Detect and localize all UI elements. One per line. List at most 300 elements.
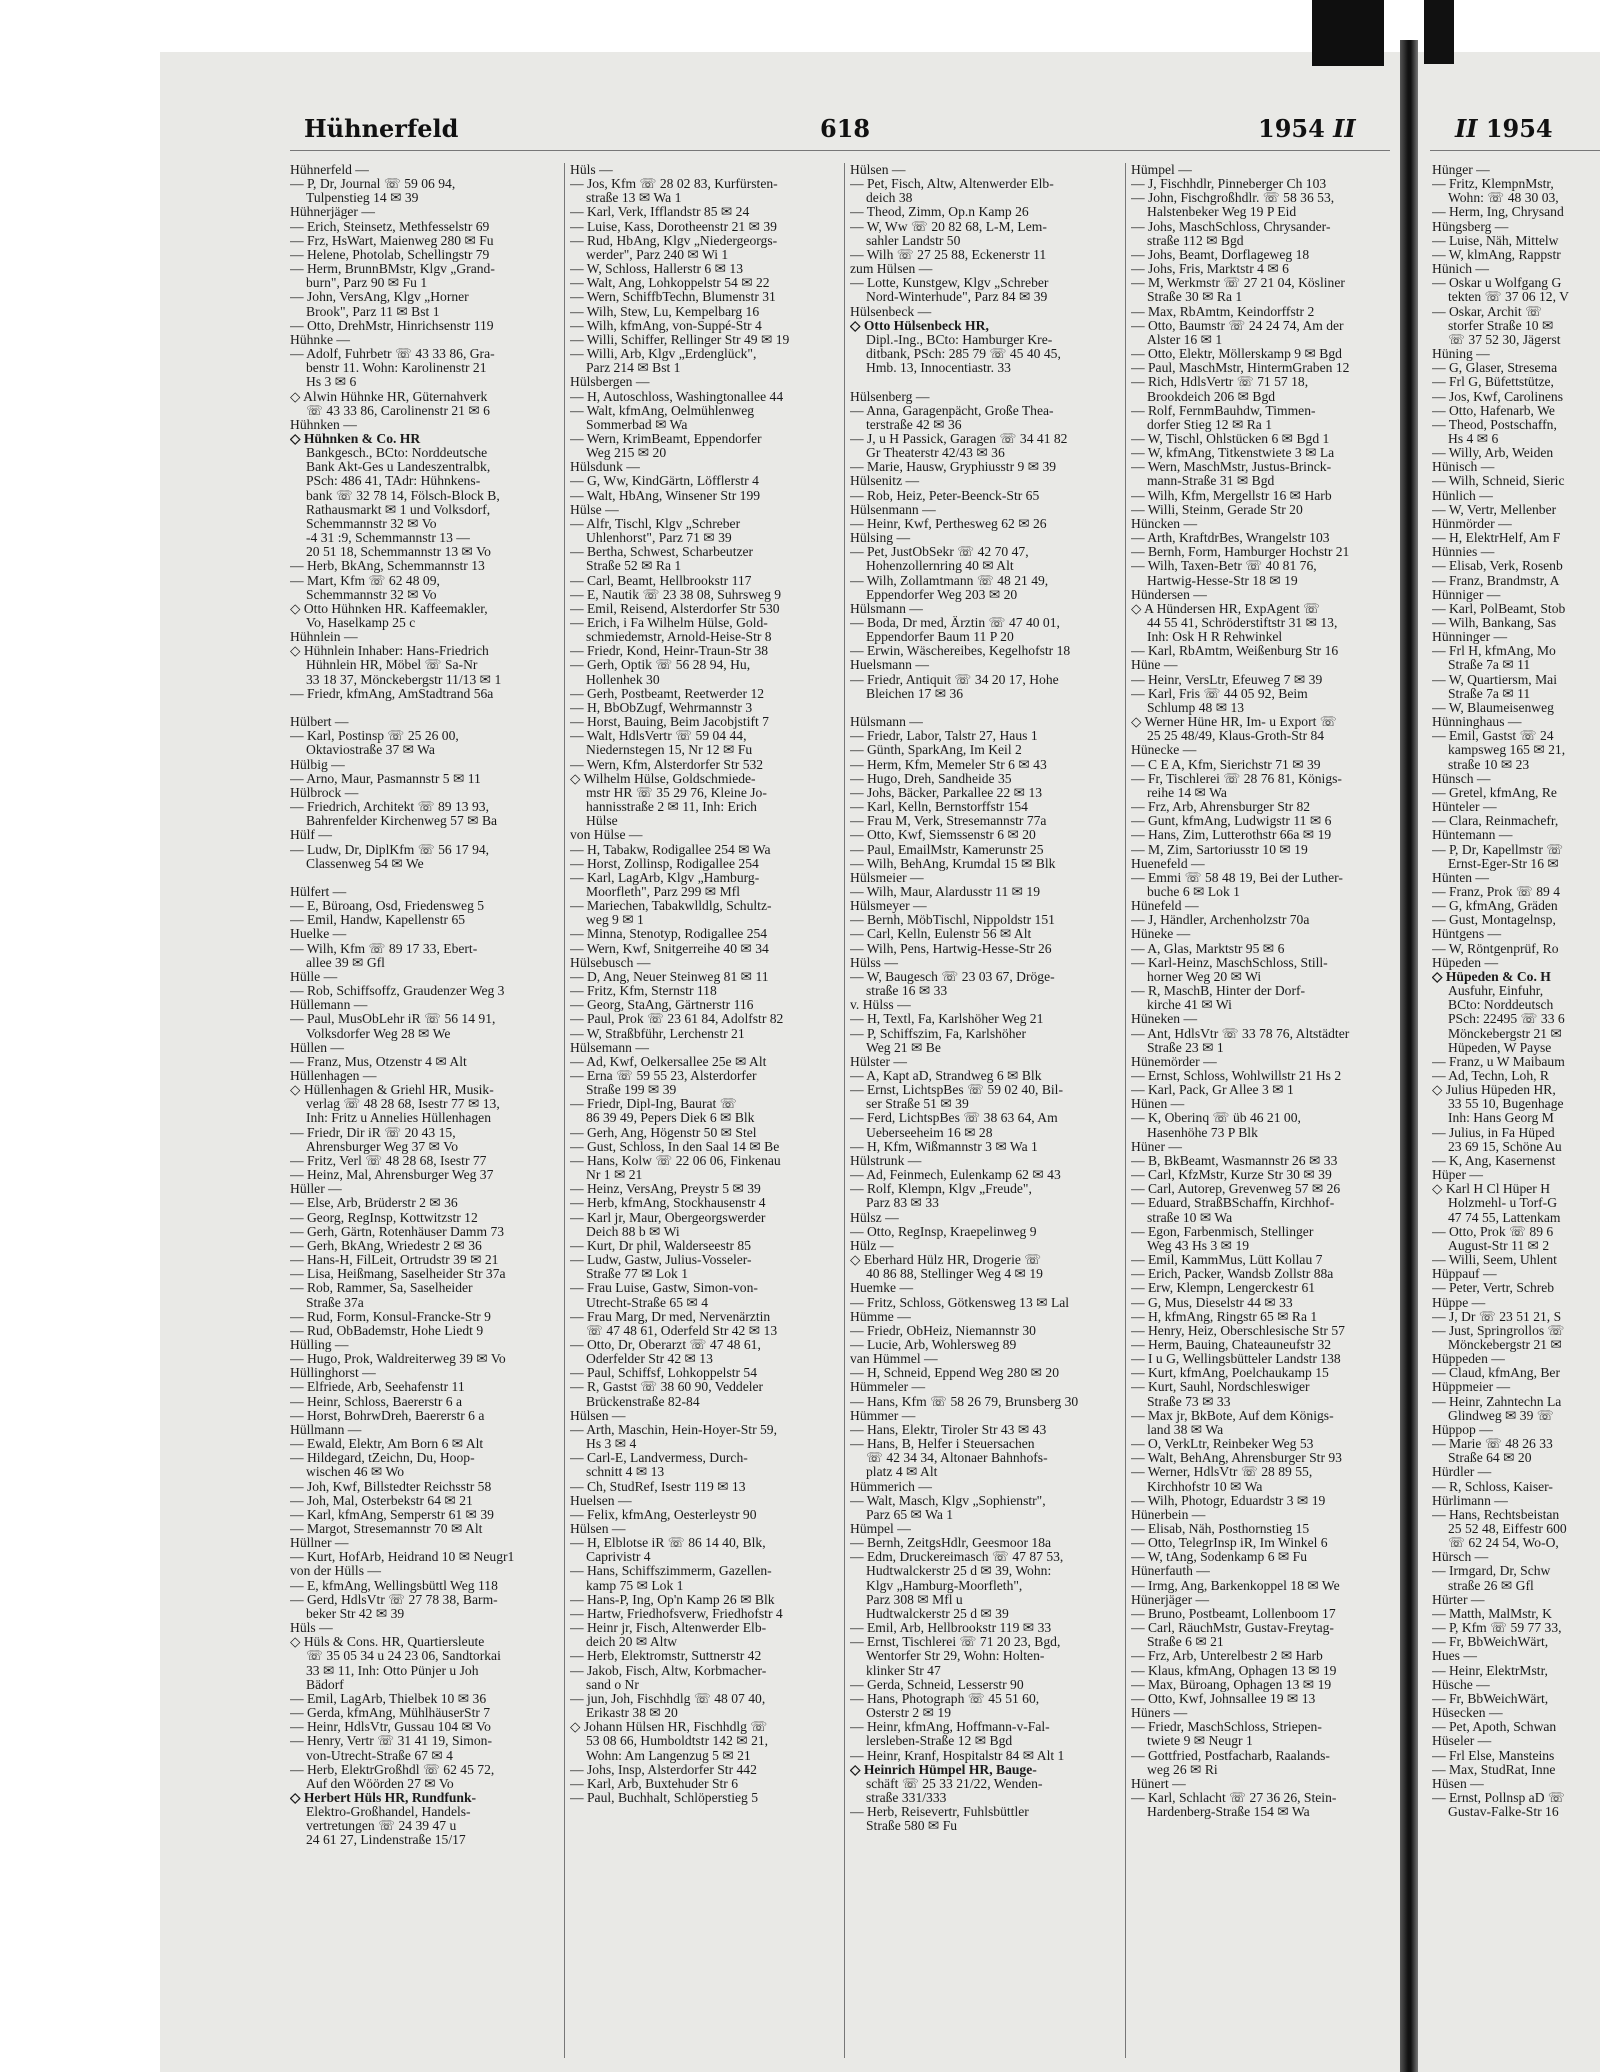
directory-entry-line: Hühnerfeld —	[290, 163, 369, 177]
directory-entry-line: — Elisab, Verk, Rosenb	[1432, 559, 1563, 574]
directory-entry-line: — Johs, Bäcker, Parkallee 22 ✉ 13	[850, 785, 1043, 800]
directory-entry-line: — Elfriede, Arb, Seehafenstr 11	[290, 1380, 465, 1395]
directory-entry-line: Hülling —	[290, 1337, 349, 1352]
directory-entry-line: — W, Blaumeisenweg	[1432, 700, 1554, 715]
directory-entry-line: — Theod, Zimm, Op.n Kamp 26	[850, 205, 1029, 220]
directory-entry-line: BCto: Norddeutsch	[1448, 998, 1554, 1013]
directory-entry-line: — Friedr, Dir iR ☏ 20 43 15,	[290, 1125, 456, 1140]
directory-entry-line: terstraße 42 ✉ 36	[866, 417, 962, 432]
directory-entry-line: — Max, StudRat, Inne	[1432, 1762, 1556, 1777]
directory-entry-line: — Gust, Schloss, In den Saal 14 ✉ Be	[570, 1139, 780, 1154]
directory-entry-line: — Henry, Heiz, Oberschlesische Str 57	[1131, 1323, 1345, 1338]
directory-column-1	[290, 163, 558, 2058]
directory-entry-line: Hüneke —	[1131, 927, 1191, 942]
directory-entry-line: — Erna ☏ 59 55 23, Alsterdorfer	[570, 1069, 757, 1083]
directory-entry-line: — Horst, Zollinsp, Rodigallee 254	[570, 856, 759, 871]
directory-entry-line: Hülsen —	[570, 1522, 626, 1536]
directory-entry-line	[290, 701, 558, 715]
directory-entry-line: Hünmörder —	[1432, 516, 1512, 531]
directory-entry-line: Hünniger —	[1432, 587, 1501, 602]
directory-entry-line: Hüseler —	[1432, 1734, 1492, 1749]
directory-entry-line: Hüntgens —	[1432, 927, 1502, 942]
directory-entry-line: Hülsenmann —	[850, 502, 936, 517]
directory-entry-line: Oderfelder Str 42 ✉ 13	[586, 1352, 713, 1367]
directory-entry-line: — Rich, HdlsVertr ☏ 71 57 18,	[1131, 375, 1309, 390]
directory-entry-line: — Wilh, Stew, Lu, Kempelbarg 16	[570, 304, 760, 319]
directory-entry-line: — Johs, MaschSchloss, Chrysander-	[1131, 219, 1331, 234]
directory-entry-line: weg 9 ✉ 1	[586, 913, 644, 928]
directory-entry-line: buche 6 ✉ Lok 1	[1147, 884, 1240, 899]
directory-entry-line: — Minna, Stenotyp, Rodigallee 254	[570, 927, 768, 942]
directory-entry-line: Hüppe —	[1432, 1295, 1486, 1310]
directory-entry-line: — W, Schloss, Hallerstr 6 ✉ 13	[570, 262, 744, 277]
directory-entry-line: — Emil, KammMus, Lütt Kollau 7	[1131, 1253, 1323, 1268]
directory-entry-line: Hünecke —	[1131, 743, 1197, 758]
directory-entry-line: Inh: Fritz u Annelies Hüllenhagen	[306, 1111, 491, 1126]
directory-entry-line: — R, Gastst ☏ 38 60 90, Veddeler	[570, 1380, 764, 1395]
directory-entry-line: Bleichen 17 ✉ 36	[866, 686, 964, 701]
directory-entry-line: — Joh, Mal, Osterbekstr 64 ✉ 21	[290, 1493, 473, 1508]
directory-entry-line: Hüner —	[1131, 1139, 1182, 1154]
directory-entry-line: Mönckebergstr 21 ✉	[1448, 1337, 1562, 1352]
directory-entry-line: Eppendorfer Baum 11 P 20	[866, 630, 1014, 645]
directory-entry-line: — Rud, ObBademstr, Hohe Liedt 9	[290, 1323, 484, 1338]
directory-entry-line: Hünemörder —	[1131, 1054, 1217, 1069]
directory-entry-line: — Egon, Farbenmisch, Stellinger	[1131, 1224, 1314, 1239]
directory-entry-line: Hünerfauth —	[1131, 1564, 1210, 1579]
directory-entry-line: Eppendorfer Weg 203 ✉ 20	[866, 587, 1018, 602]
directory-entry-line: Straße 6 ✉ 21	[1147, 1635, 1224, 1650]
directory-entry-line: straße 13 ✉ Wa 1	[586, 191, 682, 206]
directory-entry-line: Hünefeld —	[1131, 899, 1199, 914]
directory-entry-line: — G, Ww, KindGärtn, Löfflerstr 4	[570, 474, 759, 489]
directory-entry-line: schnitt 4 ✉ 13	[586, 1465, 665, 1480]
directory-entry-line: — Bertha, Schwest, Scharbeutzer	[570, 545, 754, 560]
directory-entry-line: — W, Ww ☏ 20 82 68, L-M, Lem-	[850, 219, 1047, 234]
directory-entry-line: — J, Dr ☏ 23 51 21, S	[1432, 1309, 1562, 1324]
directory-entry-line: — Oskar, Archit ☏	[1432, 304, 1543, 319]
directory-entry-line: — Mart, Kfm ☏ 62 48 09,	[290, 573, 440, 588]
directory-entry-line: — Willi, Seem, Uhlent	[1432, 1253, 1557, 1268]
directory-entry-line: — Kurt, Dr phil, Walderseestr 85	[570, 1238, 751, 1253]
year-label: 1954 II	[1258, 114, 1356, 143]
directory-entry-line: — Gerh, Postbeamt, Reetwerder 12	[570, 686, 765, 701]
directory-entry-line: Hüncken —	[1131, 516, 1198, 531]
directory-entry-line: ditbank, PSch: 285 79 ☏ 45 40 45,	[866, 347, 1061, 362]
directory-entry-line: — W, Tischl, Ohlstücken 6 ✉ Bgd 1	[1131, 431, 1330, 446]
directory-entry-line: — Ernst, LichtspBes ☏ 59 02 40, Bil-	[850, 1083, 1063, 1098]
directory-entry-line: v. Hülss —	[850, 998, 911, 1013]
directory-entry-line: — H, Kfm, Wißmannstr 3 ✉ Wa 1	[850, 1139, 1038, 1154]
directory-entry-line: — Helene, Photolab, Schellingstr 79	[290, 247, 490, 262]
directory-entry-line: werder", Parz 240 ✉ Wi 1	[586, 247, 729, 262]
directory-entry-line: Hüller —	[290, 1182, 342, 1197]
directory-entry-line: Parz 214 ✉ Bst 1	[586, 361, 681, 376]
directory-entry-line: Wohn: ☏ 48 30 03,	[1448, 191, 1559, 206]
directory-entry-line: Hülss —	[850, 955, 898, 970]
directory-entry-line: — Wilh, BehAng, Krumdal 15 ✉ Blk	[850, 856, 1056, 871]
directory-entry-line: Elektro-Großhandel, Handels-	[306, 1805, 471, 1820]
directory-entry-line: — Ant, HdlsVtr ☏ 33 78 76, Altstädter	[1131, 1026, 1350, 1041]
directory-entry-line: Huenefeld —	[1131, 856, 1205, 871]
directory-entry-line: — Rolf, Klempn, Klgv „Freude",	[850, 1182, 1032, 1197]
directory-entry-line: — Max, Büroang, Ophagen 13 ✉ 19	[1131, 1677, 1332, 1692]
directory-entry-line: — Irmg, Ang, Barkenkoppel 18 ✉ We	[1131, 1578, 1340, 1593]
directory-entry-line: — Jos, Kwf, Carolinens	[1432, 389, 1564, 404]
directory-entry-line: von der Hülls —	[290, 1564, 381, 1579]
directory-entry-line: — K, Oberinq ☏ üb 46 21 00,	[1131, 1111, 1301, 1126]
directory-entry-line: — Willi, Steinm, Gerade Str 20	[1131, 502, 1303, 517]
directory-entry-line: — Frz, HsWart, Maienweg 280 ✉ Fu	[290, 233, 494, 248]
directory-entry-line: vertretungen ☏ 24 39 47 u	[306, 1819, 457, 1834]
directory-entry-line: deich 20 ✉ Altw	[586, 1635, 678, 1650]
directory-entry-line: — Max jr, BkBote, Auf dem Königs-	[1131, 1408, 1334, 1423]
directory-entry-line: Hülfert —	[290, 884, 347, 899]
directory-entry-line: — Karl, Kelln, Bernstorffstr 154	[850, 800, 1028, 815]
directory-entry-line: — A, Kapt aD, Strandweg 6 ✉ Blk	[850, 1069, 1042, 1083]
directory-entry-line: ◇ Heinrich Hümpel HR, Bauge-	[850, 1762, 1037, 1777]
directory-entry-line: — Karl, RbAmtm, Weißenburg Str 16	[1131, 644, 1339, 659]
directory-entry-line: — H, kfmAng, Ringstr 65 ✉ Ra 1	[1131, 1309, 1318, 1324]
directory-entry-line: Parz 83 ✉ 33	[866, 1196, 939, 1211]
directory-entry-line: Hünteler —	[1432, 800, 1497, 815]
directory-entry-line: Hümpel —	[850, 1522, 911, 1536]
directory-entry-line: — Elisab, Näh, Posthornstieg 15	[1131, 1522, 1310, 1536]
directory-entry-line: Hümmeler —	[850, 1380, 926, 1395]
directory-entry-line: — Just, Springrollos ☏	[1432, 1323, 1565, 1338]
directory-entry-line: — Karl, PolBeamt, Stob	[1432, 601, 1566, 616]
directory-entry-line: Klgv „Hamburg-Moorfleth",	[866, 1578, 1023, 1593]
directory-entry-line: ◇ Alwin Hühnke HR, Güternahverk	[290, 389, 488, 404]
directory-entry-line: — E, Nautik ☏ 23 38 08, Suhrsweg 9	[570, 587, 782, 602]
directory-entry-line: — Johs, Beamt, Dorflageweg 18	[1131, 247, 1310, 262]
directory-entry-line: — Erich, Steinsetz, Methfesselstr 69	[290, 219, 490, 234]
directory-entry-line: August-Str 11 ✉ 2	[1448, 1238, 1550, 1253]
directory-entry-line: — G, kfmAng, Gräden	[1432, 899, 1558, 914]
directory-entry-line: — Else, Arb, Brüderstr 2 ✉ 36	[290, 1196, 458, 1211]
directory-entry-line: — Herb, Reisevertr, Fuhlsbüttler	[850, 1805, 1029, 1820]
directory-entry-line: land 38 ✉ Wa	[1147, 1422, 1224, 1437]
directory-entry-line: — Ernst, Pollnsp aD ☏	[1432, 1790, 1565, 1805]
directory-entry-line: Halstenbeker Weg 19 P Eid	[1147, 205, 1297, 220]
directory-entry-line: — Walt, Masch, Klgv „Sophienstr",	[850, 1493, 1046, 1508]
directory-entry-line: — Bernh, ZeitgsHdlr, Geesmoor 18a	[850, 1536, 1052, 1551]
directory-entry-line: — Rob, Rammer, Sa, Saselheider	[290, 1281, 473, 1296]
directory-entry-line: — Carl, Autorep, Grevenweg 57 ✉ 26	[1131, 1182, 1341, 1197]
directory-entry-line: Hülsbergen —	[570, 375, 650, 390]
directory-entry-line: Hünisch —	[1432, 460, 1495, 475]
directory-entry-line: horner Weg 20 ✉ Wi	[1147, 969, 1262, 984]
directory-entry-line: — Wilh, Kfm, Mergellstr 16 ✉ Harb	[1131, 488, 1332, 503]
directory-entry-line: — Heinr jr, Fisch, Altenwerder Elb-	[570, 1621, 767, 1636]
directory-entry-line: Hs 3 ✉ 6	[306, 375, 357, 390]
directory-entry-line: — Herb, BkAng, Schemmannstr 13	[290, 559, 485, 574]
directory-entry-line: straße 16 ✉ 33	[866, 984, 948, 999]
directory-entry-line: — Carl, Beamt, Hellbrookstr 117	[570, 573, 752, 588]
column-rule-2	[844, 163, 845, 2058]
directory-entry-line: — M, Werkmstr ☏ 27 21 04, Kösliner	[1131, 276, 1345, 291]
directory-entry-line: Hümmerich —	[850, 1479, 932, 1494]
directory-entry-line: — Arth, KraftdrBes, Wrangelstr 103	[1131, 531, 1330, 546]
directory-entry-line: — Karl-Heinz, MaschSchloss, Still-	[1131, 955, 1328, 970]
directory-entry-line: Hülsebusch —	[570, 955, 651, 970]
directory-entry-line: — Franz, u W Maibaum	[1432, 1054, 1565, 1069]
directory-entry-line: — Emil, Reisend, Alsterdorfer Str 530	[570, 601, 780, 616]
directory-entry-line: — Rud, Form, Konsul-Francke-Str 9	[290, 1309, 491, 1324]
directory-entry-line: deich 38	[866, 191, 913, 206]
index-tab-marker	[1312, 0, 1384, 66]
directory-entry-line: — Otto, DrehMstr, Hinrichsenstr 119	[290, 318, 494, 333]
directory-entry-line: Hünen —	[1131, 1097, 1185, 1112]
directory-entry-line: Hülbrock —	[290, 785, 359, 800]
directory-entry-line: Moorfleth", Parz 299 ✉ Mfl	[586, 884, 740, 899]
directory-entry-line: Straße 7a ✉ 11	[1448, 658, 1531, 673]
directory-entry-line: — Alfr, Tischl, Klgv „Schreber	[570, 516, 741, 531]
directory-entry-line: Alster 16 ✉ 1	[1147, 332, 1223, 347]
directory-entry-line: — Hartw, Friedhofsverw, Friedhofstr 4	[570, 1606, 783, 1621]
directory-entry-line: — Walt, kfmAng, Oelmühlenweg	[570, 403, 755, 418]
directory-entry-line: — Herm, Kfm, Memeler Str 6 ✉ 43	[850, 757, 1047, 772]
directory-entry-line: ☏ 37 52 30, Jägerst	[1448, 332, 1561, 347]
book-gutter	[1400, 40, 1418, 2072]
directory-entry-line: Brook", Parz 11 ✉ Bst 1	[306, 304, 440, 319]
directory-entry-line: Hüntemann —	[1432, 828, 1513, 843]
directory-entry-line: ◇ Hüpeden & Co. H	[1432, 969, 1551, 984]
directory-entry-line: 33 55 10, Bugenhage	[1448, 1097, 1564, 1112]
directory-entry-line: — Emil, Arb, Hellbrookstr 119 ✉ 33	[850, 1621, 1052, 1636]
directory-entry-line: Hülle —	[290, 969, 338, 984]
directory-entry-line: Ueberseeheim 16 ✉ 28	[866, 1125, 993, 1140]
directory-entry-line: — Frz, Arb, Ahrensburger Str 82	[1131, 800, 1311, 815]
directory-entry-line: ◇ Hühnken & Co. HR	[290, 431, 421, 446]
directory-entry-line: Brückenstraße 82-84	[586, 1394, 700, 1409]
directory-column-5	[1432, 163, 1600, 2058]
directory-entry-line: mstr HR ☏ 35 29 76, Kleine Jo-	[586, 785, 767, 800]
directory-entry-line: — Lisa, Heißmang, Saselheider Str 37a	[290, 1267, 506, 1282]
directory-entry-line: — Gerh, Ang, Högenstr 50 ✉ Stel	[570, 1125, 757, 1140]
directory-entry-line: — Wilh, kfmAng, von-Suppé-Str 4	[570, 318, 762, 333]
directory-entry-line: — H, Autoschloss, Washingtonallee 44	[570, 389, 784, 404]
directory-entry-line: — John, VersAng, Klgv „Horner	[290, 290, 469, 305]
directory-entry-line: — Hugo, Prok, Waldreiterweg 39 ✉ Vo	[290, 1352, 506, 1367]
directory-entry-line: — jun, Joh, Fischhdlg ☏ 48 07 40,	[570, 1691, 766, 1706]
directory-entry-line: — Heinr, Zahntechn La	[1432, 1394, 1562, 1409]
directory-entry-line: — Hildegard, tZeichn, Du, Hoop-	[290, 1451, 475, 1466]
directory-entry-line: — Friedr, kfmAng, AmStadtrand 56a	[290, 686, 494, 701]
directory-entry-line: — Herb, kfmAng, Stockhausenstr 4	[570, 1196, 766, 1211]
directory-entry-line: Hürter —	[1432, 1592, 1485, 1607]
directory-entry-line: Hühnerjäger —	[290, 205, 375, 220]
directory-entry-line: Hülsmann —	[850, 715, 923, 730]
directory-entry-line: — Werner, HdlsVtr ☏ 28 89 55,	[1131, 1465, 1313, 1480]
directory-entry-line: — Erich, Packer, Wandsb Zollstr 88a	[1131, 1267, 1334, 1282]
directory-entry-line: Hülsen —	[570, 1408, 626, 1423]
directory-entry-line: Holzmehl- u Torf-G	[1448, 1196, 1558, 1211]
directory-entry-line: Niedernstegen 15, Nr 12 ✉ Fu	[586, 743, 753, 758]
directory-entry-line: straße 10 ✉ 23	[1448, 757, 1530, 772]
directory-entry-line: Hünten —	[1432, 870, 1490, 885]
directory-entry-line: Wohn: Am Langenzug 5 ✉ 21	[586, 1748, 751, 1763]
directory-entry-line: Ahrensburger Weg 37 ✉ Vo	[306, 1139, 459, 1154]
directory-entry-line: — Jos, Kfm ☏ 28 02 83, Kurfürsten-	[570, 177, 778, 192]
directory-entry-line: — Arno, Maur, Pasmannstr 5 ✉ 11	[290, 771, 481, 786]
directory-entry-line: — J, u H Passick, Garagen ☏ 34 41 82	[850, 431, 1068, 446]
directory-entry-line: — Otto, Prok ☏ 89 6	[1432, 1224, 1554, 1239]
directory-entry-line: — W, Vertr, Mellenber	[1432, 502, 1557, 517]
directory-entry-line: Osterstr 2 ✉ 19	[866, 1706, 952, 1721]
directory-entry-line: — Walt, BehAng, Ahrensburger Str 93	[1131, 1451, 1342, 1466]
directory-entry-line: reihe 14 ✉ Wa	[1147, 785, 1227, 800]
directory-entry-line: — Mariechen, Tabakwlldlg, Schultz-	[570, 899, 772, 914]
directory-entry-line: ◇ Julius Hüpeden HR,	[1432, 1083, 1556, 1098]
directory-entry-line: Hünnies —	[1432, 545, 1495, 560]
directory-entry-line: — Max, RbAmtm, Keindorffstr 2	[1131, 304, 1315, 319]
directory-entry-line: Oktaviostraße 37 ✉ Wa	[306, 743, 435, 758]
directory-entry-line: Schlump 48 ✉ 13	[1147, 700, 1245, 715]
directory-entry-line: — W, klmAng, Rappstr	[1432, 247, 1561, 262]
directory-entry-line: — Willi, Schiffer, Rellinger Str 49 ✉ 19	[570, 332, 790, 347]
directory-entry-line: Hüls —	[290, 1621, 333, 1636]
directory-entry-line: — Fritz, Schloss, Götkensweg 13 ✉ Lal	[850, 1295, 1070, 1310]
directory-entry-line: — Paul, Buchhalt, Schlöperstieg 5	[570, 1790, 759, 1805]
directory-entry-line: Hüne —	[1131, 658, 1178, 673]
directory-entry-line: — Paul, MusObLehr iR ☏ 56 14 91,	[290, 1012, 496, 1027]
directory-entry-line: Hünich —	[1432, 262, 1490, 277]
directory-entry-line: — Franz, Brandmstr, A	[1432, 573, 1560, 588]
directory-entry-line: — Carl, Kelln, Eulenstr 56 ✉ Alt	[850, 927, 1032, 942]
directory-entry-line: Hürdler —	[1432, 1465, 1492, 1480]
directory-entry-line: — Ad, Kwf, Oelkersallee 25e ✉ Alt	[570, 1054, 767, 1069]
directory-entry-line: — Emmi ☏ 58 48 19, Bei der Luther-	[1131, 870, 1343, 885]
directory-entry-line: — M, Zim, Sartoriusstr 10 ✉ 19	[1131, 842, 1308, 857]
directory-entry-line: Hasenhöhe 73 P Blk	[1147, 1125, 1258, 1140]
directory-entry-line: Ausfuhr, Einfuhr,	[1448, 984, 1544, 999]
directory-entry-line: Hühnke —	[290, 332, 351, 347]
directory-entry-line: — Boda, Dr med, Ärztin ☏ 47 40 01,	[850, 616, 1060, 630]
directory-entry-line: Parz 65 ✉ Wa 1	[866, 1507, 954, 1522]
directory-entry-line: — Kurt, kfmAng, Poelchaukamp 15	[1131, 1366, 1329, 1381]
directory-entry-line: — Ludw, Gastw, Julius-Vosseler-	[570, 1253, 752, 1268]
directory-entry-line: Hülsz —	[850, 1210, 899, 1225]
directory-entry-line: Hüls —	[570, 163, 613, 177]
directory-entry-line: Inh: Hans Georg M	[1448, 1111, 1554, 1126]
directory-entry-line: — Karl, Verk, Ifflandstr 85 ✉ 24	[570, 205, 750, 220]
directory-entry-line: straße 331/333	[866, 1790, 947, 1805]
directory-entry-line: Hülsdunk —	[570, 460, 640, 475]
directory-entry-line: — Frau M, Verk, Stresemannstr 77a	[850, 814, 1047, 829]
directory-entry-line: — Wilh, Kfm ☏ 89 17 33, Ebert-	[290, 941, 478, 956]
directory-entry-line: Hüpeden, W Payse	[1448, 1040, 1552, 1055]
directory-entry-line: — Walt, HdlsVertr ☏ 59 04 44,	[570, 729, 747, 744]
directory-entry-line: — Ludw, Dr, DiplKfm ☏ 56 17 94,	[290, 842, 490, 857]
directory-entry-line: Hülse —	[570, 502, 619, 517]
directory-entry-line: — Friedr, Antiquit ☏ 34 20 17, Hohe	[850, 672, 1059, 687]
directory-entry-line: Hünerjäger —	[1131, 1592, 1210, 1607]
directory-entry-line: — Paul, EmailMstr, Kamerunstr 25	[850, 842, 1044, 857]
directory-entry-line: Straße 30 ✉ Ra 1	[1147, 290, 1243, 305]
directory-entry-line: Hünlich —	[1432, 488, 1493, 503]
directory-entry-line: — Hans-H, FilLeit, Ortrudstr 39 ✉ 21	[290, 1253, 499, 1268]
directory-entry-line: — Gottfried, Postfacharb, Raalands-	[1131, 1748, 1330, 1763]
directory-entry-line: Hülster —	[850, 1054, 908, 1069]
directory-entry-line: Bahrenfelder Kirchenweg 57 ✉ Ba	[306, 814, 498, 829]
directory-entry-line: — W, Straßbführ, Lerchenstr 21	[570, 1026, 745, 1041]
directory-entry-line: Hühnlein HR, Möbel ☏ Sa-Nr	[306, 658, 478, 673]
directory-entry-line: — Otto, Elektr, Möllerskamp 9 ✉ Bgd	[1131, 347, 1342, 362]
directory-entry-line: ser Straße 51 ✉ 39	[866, 1097, 969, 1112]
directory-entry-line: Mönckebergstr 21 ✉	[1448, 1026, 1562, 1041]
directory-entry-line: — Frl Else, Mansteins	[1432, 1748, 1555, 1763]
directory-entry-line: — Luise, Näh, Mittelw	[1432, 233, 1559, 248]
directory-entry-line: — Otto, Hafenarb, We	[1432, 403, 1555, 418]
directory-entry-line: — Erwin, Wäschereibes, Kegelhofstr 18	[850, 644, 1071, 659]
directory-entry-line: Hudtwalckerstr 25 d ✉ 39	[866, 1606, 1009, 1621]
directory-entry-line: ☏ 43 33 86, Carolinenstr 21 ✉ 6	[306, 403, 490, 418]
directory-entry-line: Hünninger —	[1432, 630, 1508, 645]
directory-entry-line: — Hans, Schiffszimmerm, Gazellen-	[570, 1564, 772, 1579]
directory-entry-line: van Hümmel —	[850, 1352, 938, 1367]
directory-entry-line: — Heinr, VersLtr, Efeuweg 7 ✉ 39	[1131, 672, 1323, 687]
directory-entry-line: — John, Fischgroßhdlr. ☏ 58 36 53,	[1131, 191, 1335, 206]
directory-entry-line: 23 69 15, Schöne Au	[1448, 1139, 1562, 1154]
directory-entry-line: — Heinr, kfmAng, Hoffmann-v-Fal-	[850, 1720, 1050, 1735]
directory-entry-line: Hülsen —	[850, 163, 906, 177]
directory-entry-line: Hülsenberg —	[850, 389, 930, 404]
directory-entry-line: — E, Büroang, Osd, Friedensweg 5	[290, 899, 485, 914]
directory-entry-line: — Carl, RäuchMstr, Gustav-Freytag-	[1131, 1621, 1334, 1636]
directory-entry-line: — H, Textl, Fa, Karlshöher Weg 21	[850, 1012, 1044, 1027]
directory-entry-line: — Wilh, Pens, Hartwig-Hesse-Str 26	[850, 941, 1052, 956]
directory-entry-line: Erikastr 38 ✉ 20	[586, 1706, 678, 1721]
directory-entry-line: — Karl, Pack, Gr Allee 3 ✉ 1	[1131, 1083, 1294, 1098]
directory-entry-line: Hüppauf —	[1432, 1267, 1497, 1282]
directory-entry-line: ☏ 42 34 34, Altonaer Bahnhofs-	[866, 1451, 1048, 1466]
directory-entry-line: Hümmer —	[850, 1408, 916, 1423]
directory-entry-line: Hünninghaus —	[1432, 715, 1522, 730]
directory-entry-line: ☏ 35 05 34 u 24 23 06, Sandtorkai	[306, 1649, 501, 1664]
directory-entry-line: — Bernh, MöbTischl, Nippoldstr 151	[850, 913, 1055, 928]
directory-entry-line: — Hans, Kfm ☏ 58 26 79, Brunsberg 30	[850, 1394, 1079, 1409]
directory-entry-line: verlag ☏ 48 28 68, Isestr 77 ✉ 13,	[306, 1097, 500, 1112]
directory-entry-line: — Gretel, kfmAng, Re	[1432, 785, 1557, 800]
directory-entry-line: — Bernh, Form, Hamburger Hochstr 21	[1131, 545, 1350, 560]
directory-entry-line: — Karl, LagArb, Klgv „Hamburg-	[570, 870, 760, 885]
directory-entry-line: — Rud, HbAng, Klgv „Niedergeorgs-	[570, 233, 778, 248]
directory-entry-line: Parz 308 ✉ Mfl u	[866, 1592, 963, 1607]
directory-entry-line: schmiedemstr, Arnold-Heise-Str 8	[586, 630, 772, 645]
directory-entry-line: Hüper —	[1432, 1168, 1483, 1183]
directory-entry-line: Hüllmann —	[290, 1422, 362, 1437]
directory-entry-line: — Jakob, Fisch, Altw, Korbmacher-	[570, 1663, 767, 1678]
directory-entry-line: — Ernst, Schloss, Wohlwillstr 21 Hs 2	[1131, 1069, 1342, 1083]
directory-entry-line: — O, VerkLtr, Reinbeker Weg 53	[1131, 1437, 1314, 1452]
directory-entry-line: — Frz, Arb, Unterelbestr 2 ✉ Harb	[1131, 1649, 1323, 1664]
directory-entry-line: Hündersen —	[1131, 587, 1207, 602]
directory-entry-line: straße 26 ✉ Gfl	[1448, 1578, 1534, 1593]
directory-entry-line: — W, Röntgenprüf, Ro	[1432, 941, 1559, 956]
directory-entry-line: — Karl jr, Maur, Obergeorgswerder	[570, 1210, 766, 1225]
directory-entry-line: — Irmgard, Dr, Schw	[1432, 1564, 1551, 1579]
directory-entry-line: Hüllenhagen —	[290, 1069, 377, 1083]
column-rule-3	[1125, 163, 1126, 2058]
directory-entry-line: — Gerh, Optik ☏ 56 28 94, Hu,	[570, 658, 751, 673]
index-tab-marker-right	[1424, 0, 1454, 64]
directory-entry-line: 40 86 88, Stellinger Weg 4 ✉ 19	[866, 1267, 1043, 1282]
directory-entry-line: 47 74 55, Lattenkam	[1448, 1210, 1561, 1225]
directory-entry-line: Auf den Wöörden 27 ✉ Vo	[306, 1776, 454, 1791]
directory-entry-line: — Karl, kfmAng, Semperstr 61 ✉ 39	[290, 1507, 494, 1522]
directory-entry-line: Bank Akt-Ges u Landeszentralbk,	[306, 460, 491, 475]
